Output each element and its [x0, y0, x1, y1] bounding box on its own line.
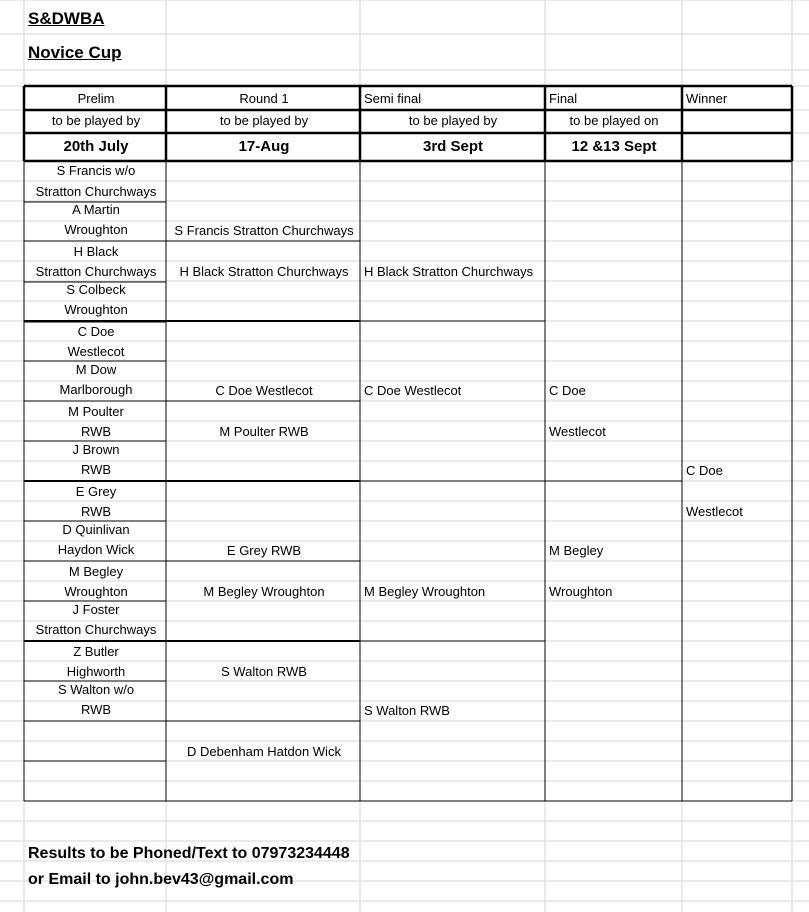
- prelim-name: S Walton w/o: [57, 682, 135, 697]
- round1-date: 17-Aug: [238, 138, 290, 155]
- competition-title: Novice Cup: [28, 43, 122, 62]
- round1-entry: M Begley Wroughton: [203, 584, 325, 599]
- round1-entry: M Poulter RWB: [219, 424, 309, 439]
- prelim-club: Stratton Churchways: [35, 622, 157, 637]
- final-club: Wroughton: [549, 584, 613, 599]
- prelim-club: Wroughton: [64, 302, 128, 317]
- footer-email: or Email to john.bev43@gmail.com: [28, 871, 294, 888]
- footer-phone: Results to be Phoned/Text to 07973234448: [28, 845, 350, 862]
- prelim-club: Stratton Churchways: [35, 184, 157, 199]
- round1-played-by: to be played by: [219, 113, 309, 128]
- prelim-club: RWB: [80, 702, 112, 717]
- winner-club: Westlecot: [686, 504, 743, 519]
- prelim-name: E Grey: [75, 484, 117, 499]
- semi-played-by: to be played by: [408, 113, 498, 128]
- prelim-club: Marlborough: [59, 382, 133, 397]
- prelim-name: S Colbeck: [66, 282, 126, 297]
- header-winner: Winner: [686, 91, 728, 106]
- prelim-name: M Begley: [68, 564, 124, 579]
- round1-entry: E Grey RWB: [226, 543, 302, 558]
- final-name: M Begley: [549, 543, 604, 558]
- semi-entry: M Begley Wroughton: [364, 584, 486, 599]
- final-played-on: to be played on: [569, 113, 659, 128]
- prelim-date: 20th July: [63, 138, 129, 155]
- prelim-name: S Francis w/o: [56, 163, 136, 178]
- prelim-name: M Poulter: [68, 404, 124, 419]
- final-date: 12 &13 Sept: [571, 138, 657, 155]
- prelim-club: Wroughton: [64, 584, 128, 599]
- prelim-name: M Dow: [75, 362, 117, 377]
- semi-entry: H Black Stratton Churchways: [364, 264, 534, 279]
- prelim-played-by: to be played by: [51, 113, 141, 128]
- prelim-club: RWB: [80, 504, 112, 519]
- semi-entry: S Walton RWB: [364, 703, 450, 718]
- prelim-club: Haydon Wick: [57, 542, 135, 557]
- header-semi: Semi final: [364, 91, 422, 106]
- header-round1: Round 1: [239, 91, 289, 106]
- prelim-name: J Brown: [72, 442, 120, 457]
- round1-entry: C Doe Westlecot: [215, 383, 313, 398]
- prelim-club: Westlecot: [67, 344, 125, 359]
- semi-entry: C Doe Westlecot: [364, 383, 462, 398]
- prelim-club: Stratton Churchways: [35, 264, 157, 279]
- round1-entry: D Debenham Hatdon Wick: [187, 744, 341, 759]
- winner-name: C Doe: [686, 463, 723, 478]
- header-prelim: Prelim: [77, 91, 115, 106]
- prelim-name: D Quinlivan: [62, 522, 130, 537]
- prelim-club: Highworth: [66, 664, 126, 679]
- semi-date: 3rd Sept: [422, 138, 484, 155]
- prelim-name: J Foster: [72, 602, 120, 617]
- prelim-name: H Black: [73, 244, 119, 259]
- round1-entry: S Walton RWB: [221, 664, 307, 679]
- final-club: Westlecot: [549, 424, 606, 439]
- prelim-club: RWB: [80, 462, 112, 477]
- prelim-name: C Doe: [77, 324, 115, 339]
- prelim-club: Wroughton: [64, 222, 128, 237]
- org-title: S&DWBA: [28, 9, 105, 28]
- prelim-club: RWB: [80, 424, 112, 439]
- prelim-name: A Martin: [72, 202, 120, 217]
- final-name: C Doe: [549, 383, 586, 398]
- round1-entry: H Black Stratton Churchways: [179, 264, 349, 279]
- prelim-name: Z Butler: [73, 644, 119, 659]
- round1-entry: S Francis Stratton Churchways: [174, 223, 354, 238]
- header-final: Final: [549, 91, 578, 106]
